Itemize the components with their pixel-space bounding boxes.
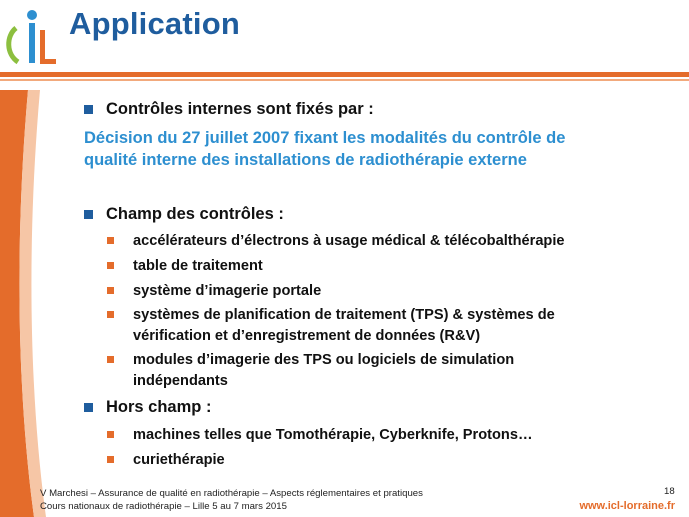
footer-line-1: V Marchesi – Assurance de qualité en radiothérapie – Aspects réglementaires et pratiques [40, 488, 423, 499]
square-bullet-icon [84, 105, 93, 114]
square-bullet-icon [84, 403, 93, 412]
square-bullet-icon [107, 287, 114, 294]
slide-content: Contrôles internes sont fixés par : Décision du 27 juillet 2007 fixant les modalités du contrôle de qualité interne des installations de radiothérapie externe Champ des contrôles : accélérateurs d’électrons à usage médical & télécobalthérapie table de traitement système d’imagerie portale systèmes de planification de traitement (TPS) & systèmes de vérification et d’enregistrement de données (R&V) modules d’imagerie des TPS ou logiciels de simulation indépendants Hors champ : machines telles que Tomothérapie, Cyberknife, Protons… curiethérapie [0, 0, 689, 517]
square-bullet-icon [107, 356, 114, 363]
slide-title: Application [69, 6, 240, 41]
footer-line-2: Cours nationaux de radiothérapie – Lille 5 au 7 mars 2015 [40, 501, 287, 512]
website-link[interactable]: www.icl-lorraine.fr [579, 500, 675, 512]
square-bullet-icon [107, 311, 114, 318]
square-bullet-icon [84, 210, 93, 219]
square-bullet-icon [107, 431, 114, 438]
square-bullet-icon [107, 456, 114, 463]
square-bullet-icon [107, 262, 114, 269]
page-number: 18 [664, 486, 675, 497]
square-bullet-icon [107, 237, 114, 244]
decision-text: Décision du 27 juillet 2007 fixant les modalités du contrôle de qualité interne des installations de radiothérapie externe [84, 129, 566, 169]
